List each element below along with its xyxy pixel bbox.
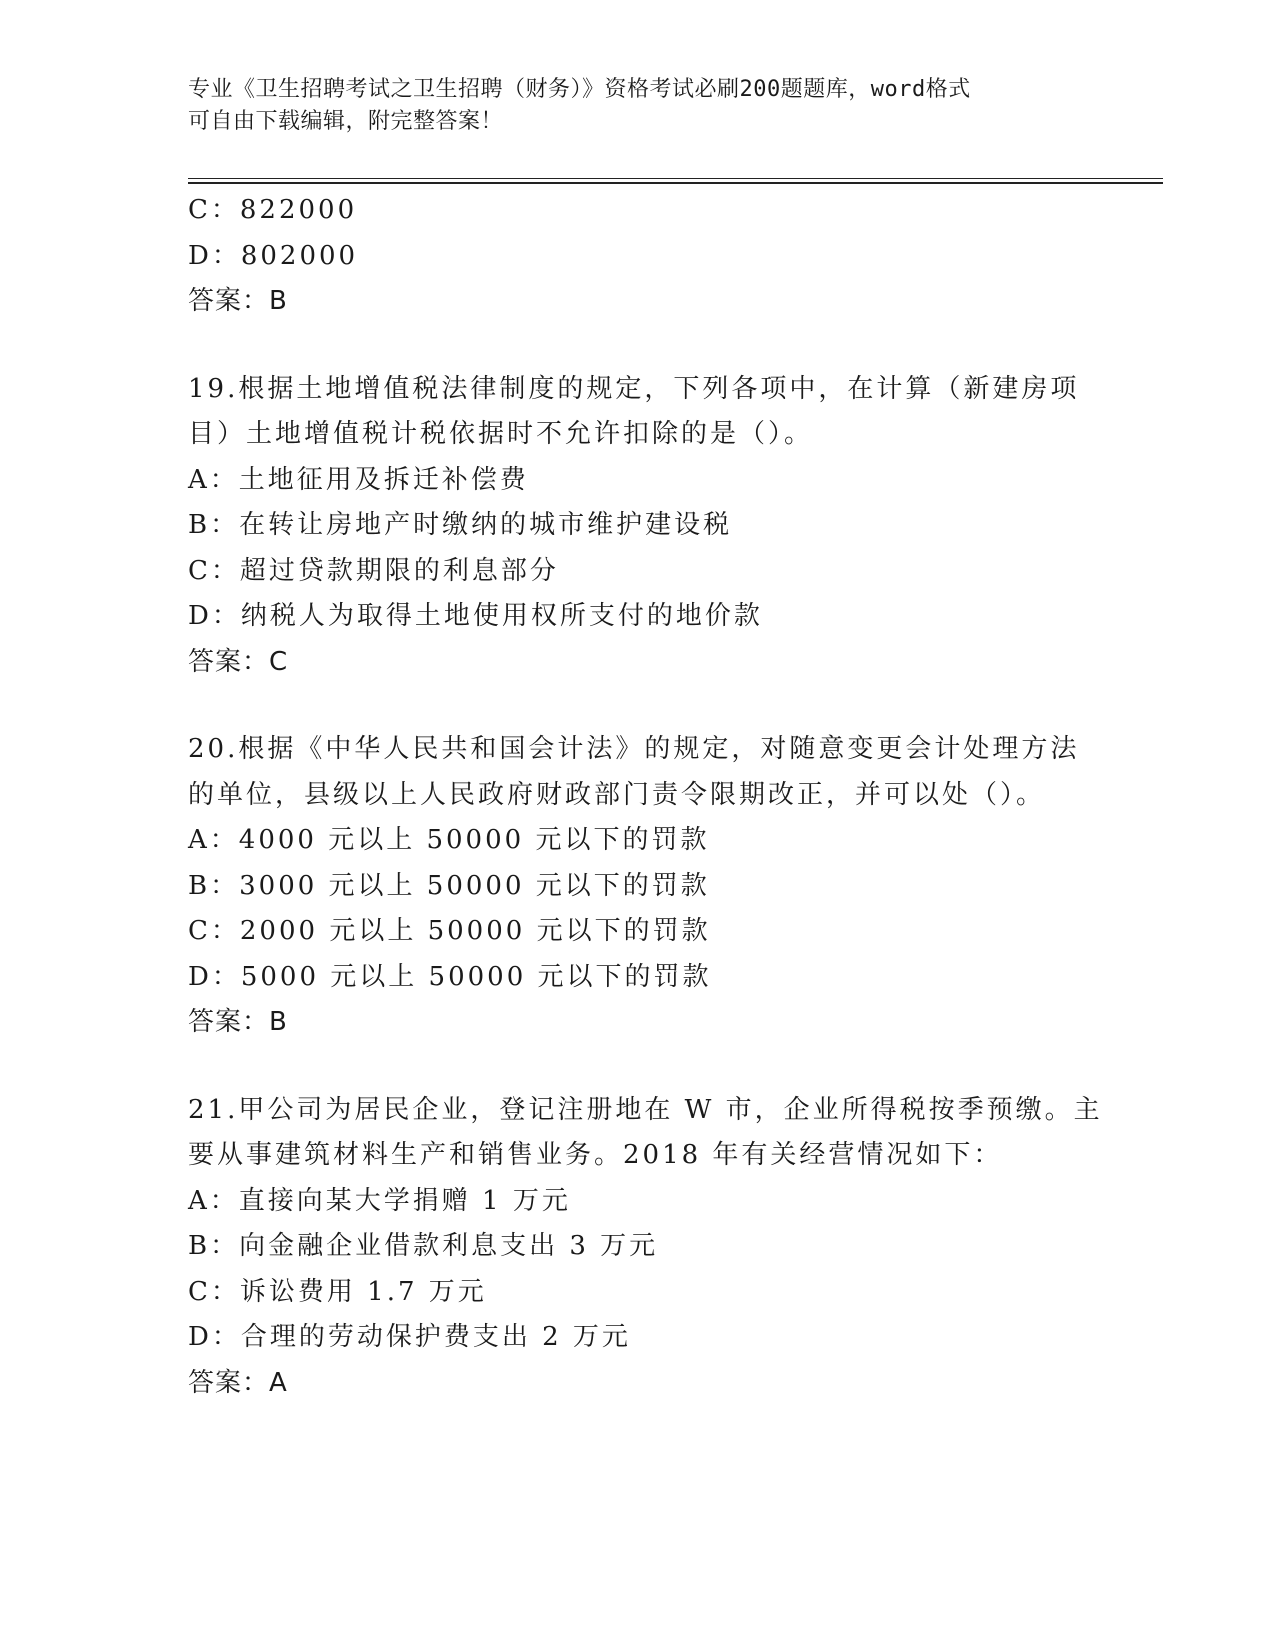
question-stem-line-1: 19.根据土地增值税法律制度的规定，下列各项中，在计算（新建房项 — [188, 373, 1080, 404]
answer-line: 答案：C — [188, 646, 289, 677]
option-d: D：纳税人为取得土地使用权所支付的地价款 — [188, 601, 763, 631]
option-a: A：土地征用及拆迁补偿费 — [188, 464, 529, 495]
header-line-2: 可自由下载编辑，附完整答案！ — [188, 109, 504, 134]
option-c: C：2000 元以上 50000 元以下的罚款 — [188, 916, 711, 946]
option-a: A：4000 元以上 50000 元以下的罚款 — [188, 825, 710, 855]
header-line-1: 专业《卫生招聘考试之卫生招聘（财务）》资格考试必刷200题题库，word格式 — [188, 77, 971, 102]
question-content — [188, 188, 1103, 1406]
option-c: C：超过贷款期限的利息部分 — [188, 555, 559, 586]
option-d: D：合理的劳动保护费支出 2 万元 — [188, 1322, 631, 1352]
page-header — [188, 74, 1068, 138]
answer-line: 答案：B — [188, 286, 288, 316]
header-divider-thick — [188, 182, 1163, 184]
header-divider-thin — [188, 178, 1163, 179]
answer-line: 答案：B — [188, 1007, 288, 1037]
question-stem-line-1: 20.根据《中华人民共和国会计法》的规定，对随意变更会计处理方法 — [188, 734, 1080, 764]
question-21 — [188, 1088, 1103, 1407]
question-stem-line-2: 目）土地增值税计税依据时不允许扣除的是（）。 — [188, 419, 814, 449]
option-b: B：向金融企业借款利息支出 3 万元 — [188, 1231, 659, 1261]
question-stem-line-2: 的单位，县级以上人民政府财政部门责令限期改正，并可以处（）。 — [188, 779, 1046, 810]
option-c: C：诉讼费用 1.7 万元 — [188, 1276, 487, 1307]
option-b: B：在转让房地产时缴纳的城市维护建设税 — [188, 510, 733, 540]
option-c: C：822000 — [188, 195, 358, 225]
question-stem-line-2: 要从事建筑材料生产和销售业务。2018 年有关经营情况如下： — [188, 1140, 1003, 1170]
question-18-continued — [188, 188, 1088, 325]
option-d: D：5000 元以上 50000 元以下的罚款 — [188, 961, 712, 992]
option-b: B：3000 元以上 50000 元以下的罚款 — [188, 870, 710, 901]
question-19 — [188, 367, 1088, 686]
option-d: D：802000 — [188, 240, 359, 271]
option-a: A：直接向某大学捐赠 1 万元 — [188, 1185, 571, 1216]
question-20 — [188, 727, 1088, 1046]
question-stem-line-1: 21.甲公司为居民企业，登记注册地在 W 市，企业所得税按季预缴。主 — [188, 1094, 1103, 1125]
answer-line: 答案：A — [188, 1367, 288, 1398]
